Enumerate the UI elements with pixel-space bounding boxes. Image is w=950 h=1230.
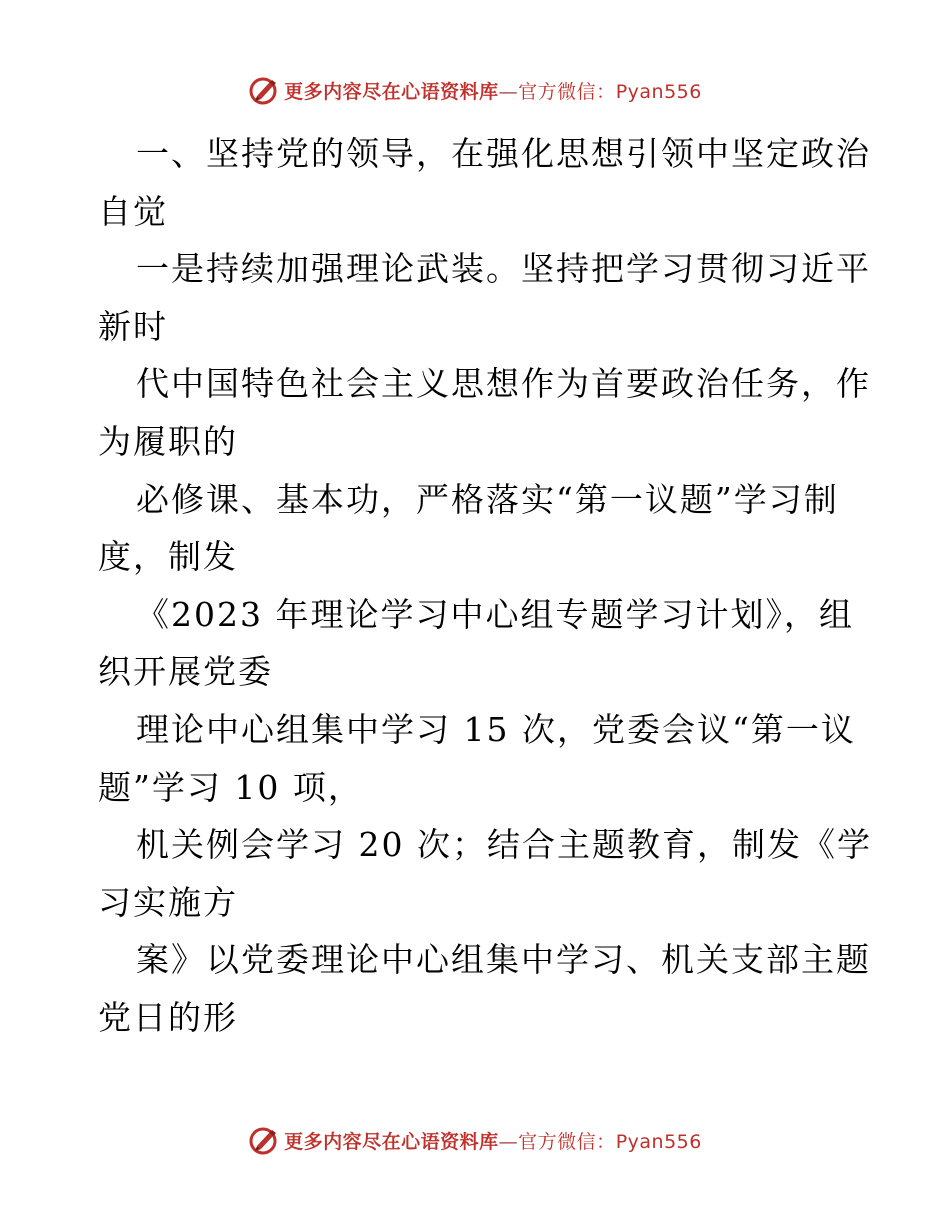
paragraph-line: 《2023 年理论学习中心组专题学习计划》，组 bbox=[136, 594, 854, 634]
paragraph-line: 理论中心组集中学习 15 次，党委会议“第一议 bbox=[136, 709, 856, 749]
footer-banner bbox=[0, 1122, 950, 1158]
paragraph-line: 织开展党委 bbox=[98, 652, 273, 692]
paragraph-line: 案》以党委理论中心组集中学习、机关支部主题 bbox=[136, 940, 871, 980]
header-main-text: 更多内容尽在心语资料库 bbox=[284, 80, 499, 103]
paragraph-line: 新时 bbox=[98, 306, 168, 346]
header-text bbox=[284, 77, 702, 104]
header-banner bbox=[0, 72, 950, 108]
header-wechat-id: Pyan556 bbox=[615, 80, 702, 103]
paragraph-line: 党日的形 bbox=[98, 997, 238, 1037]
document-body bbox=[98, 125, 872, 1047]
paragraph-line: 习实施方 bbox=[98, 882, 238, 922]
paragraph-line: 为履职的 bbox=[98, 421, 238, 461]
paragraph-line: 代中国特色社会主义思想作为首要政治任务，作 bbox=[136, 364, 871, 404]
paragraph-line: 一是持续加强理论武装。坚持把学习贯彻习近平 bbox=[136, 249, 871, 289]
footer-wechat-id: Pyan556 bbox=[615, 1130, 702, 1153]
footer-separator: — bbox=[498, 1130, 519, 1153]
section-heading-line: 自觉 bbox=[98, 191, 168, 231]
pen-logo-icon bbox=[248, 1124, 280, 1156]
paragraph-line: 机关例会学习 20 次；结合主题教育，制发《学 bbox=[136, 825, 872, 865]
footer-text bbox=[284, 1127, 702, 1154]
pen-logo-icon bbox=[248, 74, 280, 106]
paragraph-line: 必修课、基本功，严格落实“第一议题”学习制 bbox=[136, 479, 839, 519]
header-wechat-label: 官方微信： bbox=[518, 80, 616, 103]
footer-main-text: 更多内容尽在心语资料库 bbox=[284, 1130, 499, 1153]
section-heading-line: 一、坚持党的领导，在强化思想引领中坚定政治 bbox=[136, 134, 871, 173]
header-separator: — bbox=[498, 80, 519, 103]
paragraph-line: 题”学习 10 项， bbox=[98, 767, 363, 807]
paragraph-line: 度，制发 bbox=[98, 537, 238, 577]
footer-wechat-label: 官方微信： bbox=[518, 1130, 616, 1153]
